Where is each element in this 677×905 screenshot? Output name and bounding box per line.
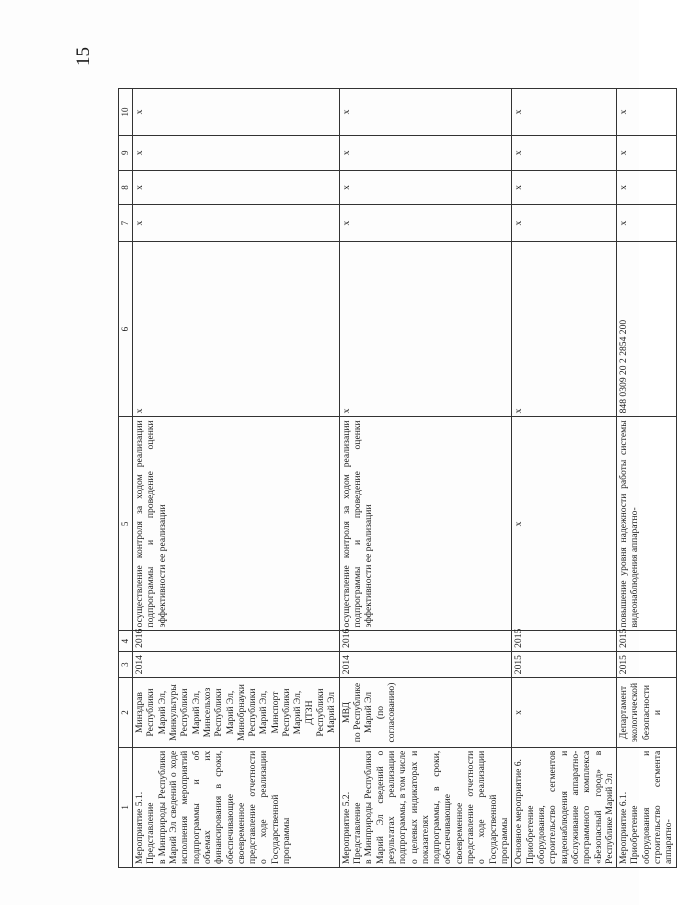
value-cell-9: x	[617, 135, 677, 170]
executor-cell: x	[512, 678, 617, 747]
value-cell-9: x	[512, 135, 617, 170]
budget-code-cell: 848 0309 20 2 2854 200	[617, 241, 677, 416]
table-row	[133, 89, 340, 868]
table-header-row	[119, 89, 133, 868]
table-row	[512, 89, 617, 868]
value-cell-7: x	[512, 205, 617, 242]
value-cell-7: x	[617, 205, 677, 242]
value-cell-7: x	[133, 205, 340, 242]
measure-name-cell: Мероприятие 5.1. Представление в Минприроды Республики Марий Эл сведений о ходе исполнения мероприятий подпрограммы и об объемах их финансирования в сроки, обеспечивающие своевременное представление отчетности о ходе реализации Государственной программы	[133, 747, 340, 867]
column-header-10: 10	[119, 89, 133, 136]
column-header-4: 4	[119, 631, 133, 651]
column-header-5: 5	[119, 417, 133, 631]
value-cell-8: x	[133, 170, 340, 205]
executor-cell: МВД по Республике Марий Эл (по согласованию)	[339, 678, 512, 747]
measure-name-cell: Мероприятие 6.1. Приобретение оборудования и строительство сегмента аппаратно-	[617, 747, 677, 867]
expected-result-cell: повышение уровня надежности работы системы видеонаблюдения аппаратно-	[617, 417, 677, 631]
column-header-8: 8	[119, 170, 133, 205]
executor-cell: Департамент экологической безопасности и	[617, 678, 677, 747]
value-cell-8: x	[512, 170, 617, 205]
end-year-cell: 2016	[133, 631, 340, 651]
budget-code-cell: x	[512, 241, 617, 416]
budget-code-cell: x	[133, 241, 340, 416]
page-number: 15	[73, 47, 94, 66]
value-cell-9: x	[133, 135, 340, 170]
table-row	[617, 89, 677, 868]
value-cell-10: x	[339, 89, 512, 136]
expected-result-cell: x	[512, 417, 617, 631]
end-year-cell: 2015	[512, 631, 617, 651]
value-cell-10: x	[617, 89, 677, 136]
column-header-6: 6	[119, 241, 133, 416]
column-header-7: 7	[119, 205, 133, 242]
value-cell-7: x	[339, 205, 512, 242]
end-year-cell: 2015	[617, 631, 677, 651]
start-year-cell: 2015	[512, 651, 617, 678]
column-header-1: 1	[119, 747, 133, 867]
start-year-cell: 2014	[133, 651, 340, 678]
expected-result-cell: осуществление контроля за ходом реализации подпрограммы и проведение оценки эффективности ее реализации	[133, 417, 340, 631]
executor-cell: Минздрав Республики Марий Эл, Минкультуры Республики Марий Эл, Минсельхоз Республики Марий Эл, Минобрнауки Республики Марий Эл, Минспорт Республики Марий Эл, ДТЗН Республики Марий Эл	[133, 678, 340, 747]
measure-name-cell: Мероприятие 5.2. Представление в Минприроды Республики Марий Эл сведений о результатах реализации подпрограммы, в том числе о целевых индикаторах и показателях подпрограммы, в сроки, обеспечивающие своевременное представление отчетности о ходе реализации Государственной программы	[339, 747, 512, 867]
start-year-cell: 2014	[339, 651, 512, 678]
column-header-9: 9	[119, 135, 133, 170]
value-cell-10: x	[133, 89, 340, 136]
start-year-cell: 2015	[617, 651, 677, 678]
end-year-cell: 2016	[339, 631, 512, 651]
rotated-table-wrapper	[118, 88, 675, 868]
value-cell-8: x	[617, 170, 677, 205]
measure-name-cell: Основное мероприятие 6. Приобретение оборудования, строительство сегментов видеонаблюдения и обслуживание аппаратно-программного комплекса «Безопасный город» в Республике Марий Эл	[512, 747, 617, 867]
table-row	[339, 89, 512, 868]
program-measures-table	[118, 88, 677, 868]
column-header-3: 3	[119, 651, 133, 678]
column-header-2: 2	[119, 678, 133, 747]
value-cell-8: x	[339, 170, 512, 205]
value-cell-9: x	[339, 135, 512, 170]
expected-result-cell: осуществление контроля за ходом реализации подпрограммы и проведение оценки эффективности ее реализации	[339, 417, 512, 631]
value-cell-10: x	[512, 89, 617, 136]
budget-code-cell: x	[339, 241, 512, 416]
